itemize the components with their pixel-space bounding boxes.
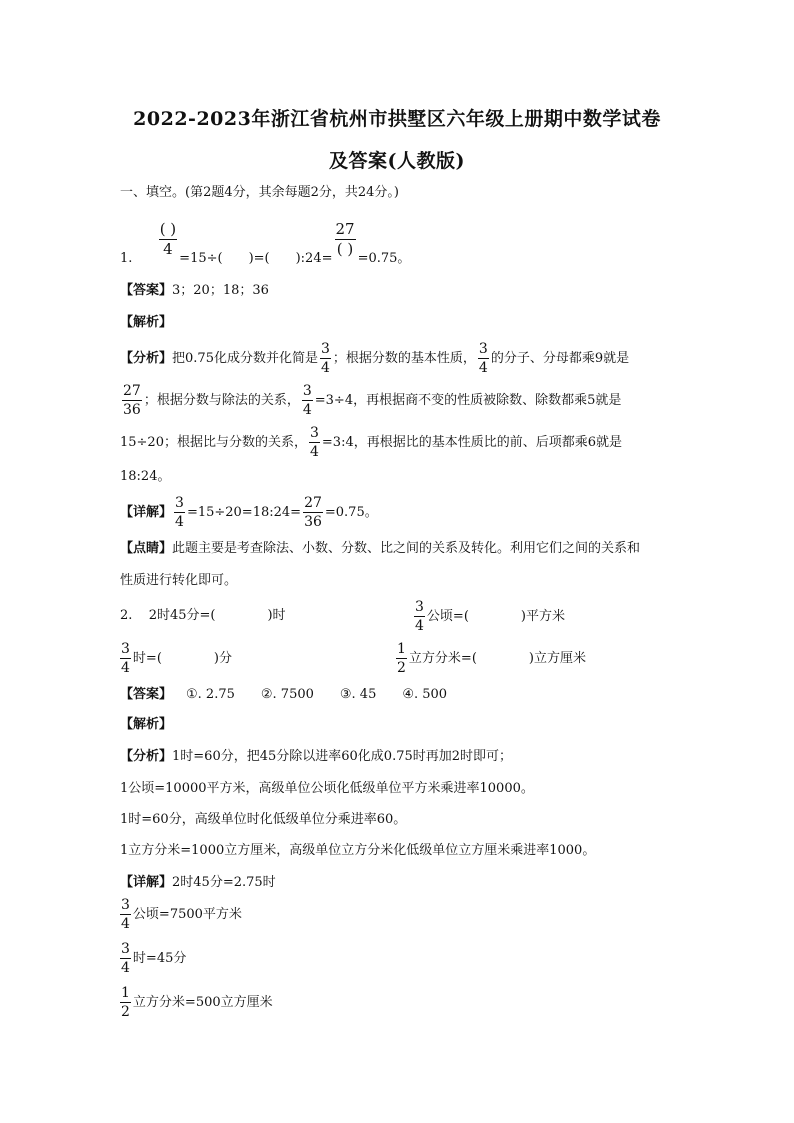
answer-line — [120, 282, 269, 300]
question-2-part-3: $\frac{3}{4}$ 时=( )分 — [121, 641, 232, 676]
fraction-3-4: $\frac{3}{4}$ — [121, 897, 130, 932]
fenxi-line-1: 【分析】把0.75化成分数并化简是 $\frac{3}{4}$ ；根据分数的基本性质， $\frac{3}{4}$ 的分子、分母都乘9就是 — [120, 341, 630, 376]
question-2-part-2: $\frac{3}{4}$ 公顷=( )平方米 — [415, 599, 565, 634]
fraction-3-4: $\frac{3}{4}$ — [478, 341, 488, 376]
fraction-27-over-blank: $\frac{27}{( )}$ — [335, 220, 355, 258]
answer-line-2: 【答案】 ①. 2.75 ②. 7500 ③. 45 ④. 500 — [120, 687, 448, 702]
xiangjie-line: 【详解】 $\frac{3}{4}$ =15÷20=18:24= $\frac{27}{36}$ =0.75。 — [120, 495, 378, 530]
fraction-3-4: $\frac{3}{4}$ — [309, 425, 319, 460]
doc-title-line1: 2022-2023年浙江省杭州市拱墅区六年级上册期中数学试卷 — [133, 108, 661, 130]
fraction-27-36: $\frac{27}{36}$ — [123, 383, 141, 418]
xiangjie-2-line-2: $\frac{3}{4}$ 公顷=7500平方米 — [121, 897, 242, 932]
question-number: 1. — [120, 251, 133, 266]
jiexi-tag-2: 【解析】 — [120, 717, 173, 732]
question-1-middle: =15÷( )=( ):24= — [179, 251, 333, 266]
question-1 — [120, 222, 410, 277]
question-2-part-4: $\frac{1}{2}$ 立方分米=( )立方厘米 — [397, 641, 586, 676]
fraction-27-36: $\frac{27}{36}$ — [304, 495, 322, 530]
fraction-1-2: $\frac{1}{2}$ — [397, 641, 406, 676]
fenxi-2-line-2: 1公顷=10000平方米，高级单位公顷化低级单位平方米乘进率10000。 — [120, 781, 534, 796]
question-1-end: =0.75。 — [357, 251, 411, 266]
xiangjie-2-line-3: $\frac{3}{4}$ 时=45分 — [121, 941, 187, 976]
fenxi-2-line-4: 1立方分米=1000立方厘米，高级单位立方分米化低级单位立方厘米乘进率1000。 — [120, 843, 596, 858]
fenxi-2-line-1: 【分析】1时=60分，把45分除以进率60化成0.75时再加2时即可； — [120, 749, 513, 764]
fraction-3-4: $\frac{3}{4}$ — [415, 599, 424, 634]
dianjing-line-1: 【点睛】此题主要是考查除法、小数、分数、比之间的关系及转化。利用它们之间的关系和 — [120, 541, 641, 556]
fraction-3-4: $\frac{3}{4}$ — [121, 941, 130, 976]
fenxi-line-3: 15÷20；根据比与分数的关系， $\frac{3}{4}$ =3:4，再根据比的基本性质比的前、后项都乘6就是 — [120, 425, 622, 460]
dianjing-line-2: 性质进行转化即可。 — [120, 573, 238, 588]
fenxi-2-line-3: 1时=60分，高级单位时化低级单位分乘进率60。 — [120, 812, 407, 827]
answer-text: 3；20；18；36 — [172, 283, 269, 298]
fraction-blank-over-4: $\frac{( )}{4}$ — [159, 220, 177, 258]
jiexi-tag: 【解析】 — [120, 315, 173, 330]
doc-title-line2: 及答案(人教版) — [329, 150, 465, 172]
xiangjie-2-line-4: $\frac{1}{2}$ 立方分米=500立方厘米 — [121, 985, 273, 1020]
fraction-3-4: $\frac{3}{4}$ — [175, 495, 184, 530]
answer-tag: 【答案】 — [120, 283, 173, 298]
fraction-3-4: $\frac{3}{4}$ — [121, 641, 130, 676]
xiangjie-2-line-1: 【详解】2时45分=2.75时 — [120, 875, 276, 890]
question-2-part-1: 2. 2时45分=( )时 — [120, 608, 286, 623]
fenxi-line-4: 18:24。 — [120, 469, 171, 484]
fraction-3-4: $\frac{3}{4}$ — [302, 383, 312, 418]
fraction-1-2: $\frac{1}{2}$ — [121, 985, 130, 1020]
fraction-3-4: $\frac{3}{4}$ — [320, 341, 330, 376]
fenxi-line-2: $\frac{27}{36}$ ；根据分数与除法的关系， $\frac{3}{4}$ =3÷4，再根据商不变的性质被除数、除数都乘5就是 — [123, 383, 622, 418]
section-heading: 一、填空。(第2题4分，其余每题2分，共24分。) — [120, 185, 399, 200]
